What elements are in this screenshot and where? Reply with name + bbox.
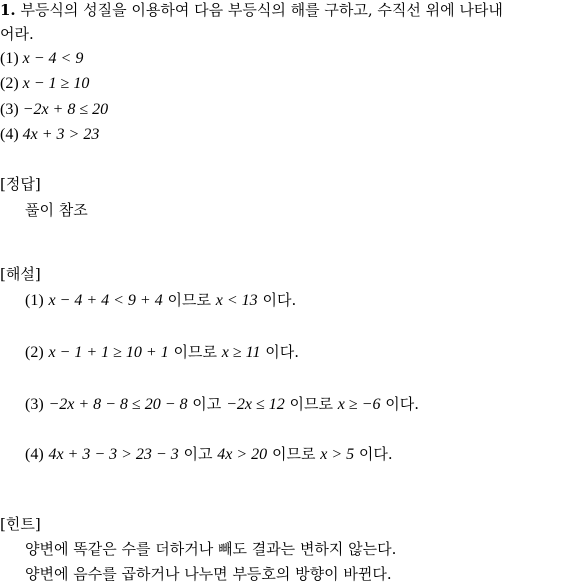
step-result: x < 13 — [215, 292, 258, 309]
solution-step-4 — [25, 444, 393, 465]
problem-item-3 — [0, 100, 108, 120]
step-lhs: x − 1 + 1 ≥ 10 + 1 — [48, 344, 169, 361]
step-lhs: 4x + 3 − 3 > 23 − 3 — [48, 446, 179, 463]
step-end: 이다. — [262, 291, 297, 309]
item-label: (1) — [0, 50, 19, 67]
step-result: x > 5 — [320, 446, 355, 463]
step-intermediate: −2x ≤ 12 — [226, 396, 285, 413]
item-label: (2) — [0, 75, 19, 92]
hint-line-2: 양변에 음수를 곱하거나 나누면 부등호의 방향이 바뀐다. — [25, 565, 392, 583]
problem-number: 1. — [0, 1, 16, 19]
solution-step-3 — [25, 394, 419, 415]
step-label: (3) — [25, 396, 44, 413]
step-result: x ≥ 11 — [221, 344, 261, 361]
step-end: 이다. — [385, 395, 420, 413]
step-end: 이다. — [358, 445, 393, 463]
step-lhs: x − 4 + 4 < 9 + 4 — [48, 292, 163, 309]
step-connector: 이므로 — [173, 343, 217, 361]
step-connector-2: 이므로 — [289, 395, 334, 413]
step-end: 이다. — [265, 343, 299, 361]
answer-text: 풀이 참조 — [25, 201, 88, 219]
problem-header — [0, 0, 503, 20]
solution-step-1 — [25, 290, 296, 311]
hint-line-1: 양변에 똑같은 수를 더하거나 빼도 결과는 변하지 않는다. — [25, 540, 397, 558]
step-label: (4) — [25, 446, 44, 463]
problem-text-line2: 어라. — [0, 25, 34, 43]
item-label: (3) — [0, 101, 19, 118]
item-expression: 4x + 3 > 23 — [22, 126, 100, 143]
step-result: x ≥ −6 — [337, 396, 381, 413]
solution-step-2 — [25, 342, 299, 363]
step-label: (2) — [25, 344, 44, 361]
problem-text-line1: 부등식의 성질을 이용하여 다음 부등식의 해를 구하고, 수직선 위에 나타내 — [20, 1, 503, 19]
step-connector: 이고 — [192, 395, 222, 413]
item-label: (4) — [0, 126, 19, 143]
item-expression: x − 4 < 9 — [22, 50, 84, 67]
item-expression: x − 1 ≥ 10 — [22, 75, 90, 92]
problem-item-4 — [0, 125, 99, 145]
solution-heading: [해설] — [0, 265, 41, 283]
step-intermediate: 4x > 20 — [217, 446, 268, 463]
problem-item-2 — [0, 74, 89, 94]
item-expression: −2x + 8 ≤ 20 — [22, 101, 109, 118]
problem-item-1 — [0, 49, 83, 69]
hint-heading: [힌트] — [0, 515, 41, 533]
step-connector-2: 이므로 — [271, 445, 316, 463]
step-lhs: −2x + 8 − 8 ≤ 20 − 8 — [48, 396, 188, 413]
answer-heading: [정답] — [0, 175, 41, 193]
step-connector: 이므로 — [167, 291, 211, 309]
step-connector: 이고 — [183, 445, 213, 463]
step-label: (1) — [25, 292, 44, 309]
